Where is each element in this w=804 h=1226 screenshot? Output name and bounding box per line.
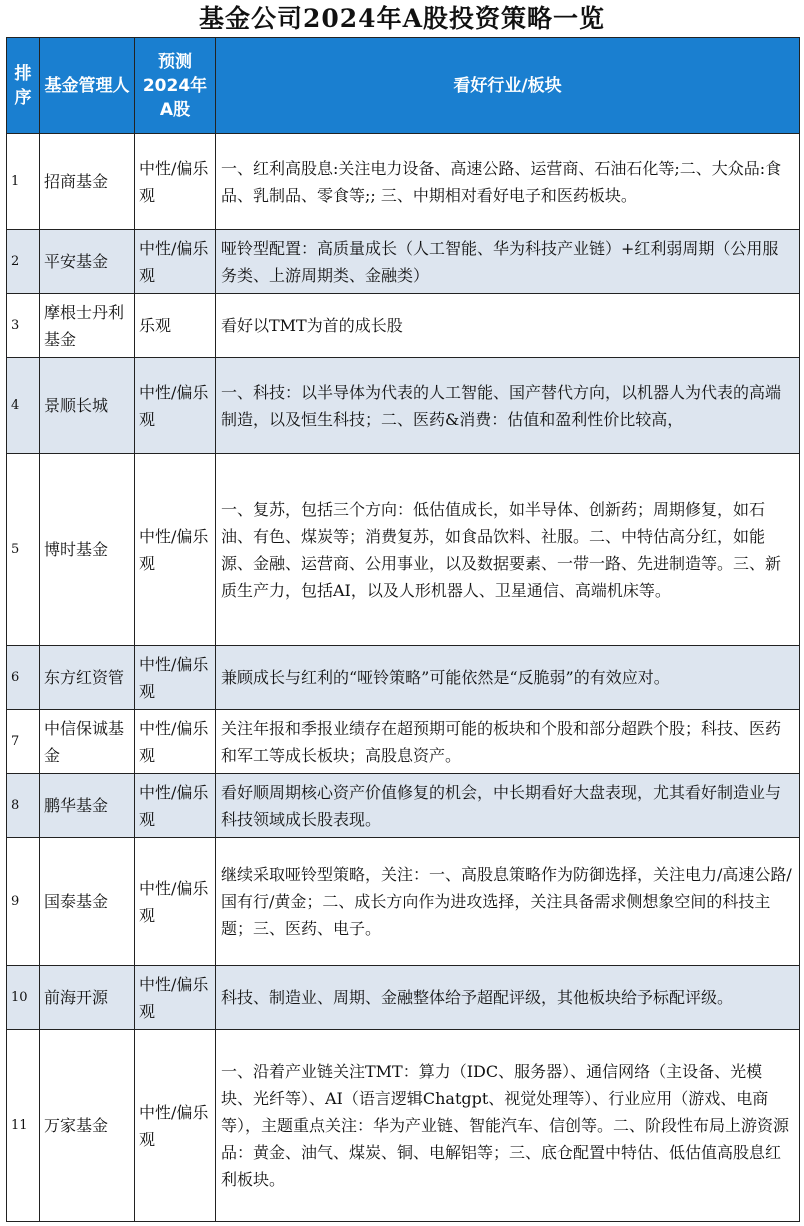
row-content: 一、科技：以半导体为代表的人工智能、国产替代方向，以机器人为代表的高端制造，以及恒生科技；二、医药&消费：估值和盈利性价比较高， (216, 358, 800, 454)
table-row (7, 230, 800, 294)
table-row (7, 1030, 800, 1222)
row-forecast: 中性/偏乐观 (135, 838, 216, 966)
table-row (7, 838, 800, 966)
row-manager: 博时基金 (40, 454, 135, 646)
row-manager: 东方红资管 (40, 646, 135, 710)
row-manager: 鹏华基金 (40, 774, 135, 838)
row-forecast: 中性/偏乐观 (135, 710, 216, 774)
page-title: 基金公司2024年A股投资策略一览 (199, 4, 605, 33)
row-forecast: 中性/偏乐观 (135, 230, 216, 294)
table-row (7, 358, 800, 454)
row-content: 科技、制造业、周期、金融整体给予超配评级，其他板块给予标配评级。 (216, 966, 800, 1030)
row-number: 4 (7, 358, 40, 454)
row-number: 8 (7, 774, 40, 838)
header-manager: 基金管理人 (40, 38, 135, 134)
row-content: 哑铃型配置：高质量成长（人工智能、华为科技产业链）+红利弱周期（公用服务类、上游周期类、金融类） (216, 230, 800, 294)
header-rank: 排序 (7, 38, 40, 134)
row-number: 1 (7, 134, 40, 230)
row-forecast: 中性/偏乐观 (135, 134, 216, 230)
row-forecast: 中性/偏乐观 (135, 454, 216, 646)
row-manager: 摩根士丹利基金 (40, 294, 135, 358)
row-content: 继续采取哑铃型策略，关注：一、高股息策略作为防御选择，关注电力/高速公路/国有行/黄金；二、成长方向作为进攻选择，关注具备需求侧想象空间的科技主题；三、医药、电子。 (216, 838, 800, 966)
row-manager: 前海开源 (40, 966, 135, 1030)
table-row (7, 134, 800, 230)
row-forecast: 中性/偏乐观 (135, 774, 216, 838)
table-row (7, 710, 800, 774)
row-forecast: 中性/偏乐观 (135, 646, 216, 710)
header-sectors: 看好行业/板块 (216, 38, 800, 134)
table-row (7, 294, 800, 358)
row-forecast: 中性/偏乐观 (135, 358, 216, 454)
row-number: 2 (7, 230, 40, 294)
header-forecast: 预测2024年A股 (135, 38, 216, 134)
row-number: 11 (7, 1030, 40, 1222)
row-manager: 中信保诚基金 (40, 710, 135, 774)
table-row (7, 966, 800, 1030)
row-manager: 招商基金 (40, 134, 135, 230)
row-content: 看好顺周期核心资产价值修复的机会，中长期看好大盘表现，尤其看好制造业与科技领域成长股表现。 (216, 774, 800, 838)
row-forecast: 中性/偏乐观 (135, 966, 216, 1030)
row-number: 7 (7, 710, 40, 774)
row-content: 看好以TMT为首的成长股 (216, 294, 800, 358)
row-number: 5 (7, 454, 40, 646)
row-forecast: 乐观 (135, 294, 216, 358)
row-manager: 国泰基金 (40, 838, 135, 966)
row-content: 一、复苏，包括三个方向：低估值成长，如半导体、创新药；周期修复，如石油、有色、煤炭等；消费复苏，如食品饮料、社服。二、中特估高分红，如能源、金融、运营商、公用事业，以及数据要素、一带一路、先进制造等。三、新质生产力，包括AI，以及人形机器人、卫星通信、高端机床等。 (216, 454, 800, 646)
row-number: 3 (7, 294, 40, 358)
row-content: 兼顾成长与红利的“哑铃策略”可能依然是“反脆弱”的有效应对。 (216, 646, 800, 710)
row-forecast: 中性/偏乐观 (135, 1030, 216, 1222)
row-number: 10 (7, 966, 40, 1030)
row-content: 关注年报和季报业绩存在超预期可能的板块和个股和部分超跌个股；科技、医药和军工等成长板块；高股息资产。 (216, 710, 800, 774)
table-row (7, 454, 800, 646)
header-row (7, 38, 800, 134)
row-manager: 景顺长城 (40, 358, 135, 454)
row-manager: 平安基金 (40, 230, 135, 294)
strategy-table (6, 37, 800, 1222)
table-row (7, 774, 800, 838)
row-number: 9 (7, 838, 40, 966)
row-content: 一、沿着产业链关注TMT：算力（IDC、服务器）、通信网络（主设备、光模块、光纤等）、AI（语言逻辑Chatgpt、视觉处理等）、行业应用（游戏、电商等），主题重点关注：华为产业链、智能汽车、信创等。二、阶段性布局上游资源品：黄金、油气、煤炭、铜、电解铝等；三、底仓配置中特估、低估值高股息红利板块。 (216, 1030, 800, 1222)
row-manager: 万家基金 (40, 1030, 135, 1222)
row-number: 6 (7, 646, 40, 710)
table-row (7, 646, 800, 710)
row-content: 一、红利高股息:关注电力设备、高速公路、运营商、石油石化等;二、大众品:食品、乳制品、零食等;; 三、中期相对看好电子和医药板块。 (216, 134, 800, 230)
